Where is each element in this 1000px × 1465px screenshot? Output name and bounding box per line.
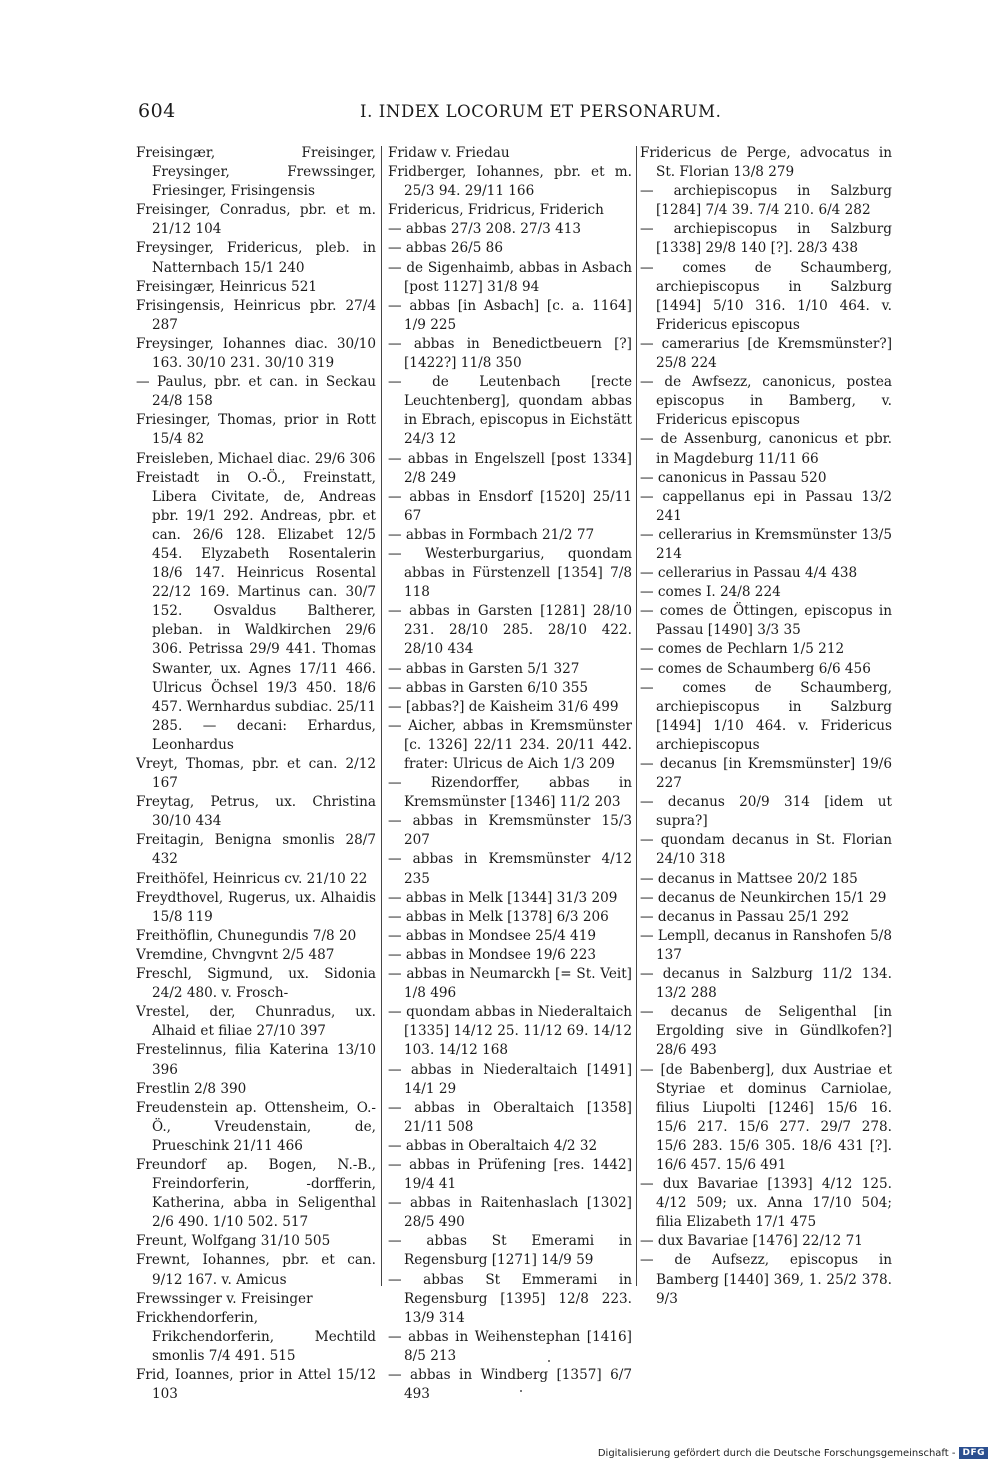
index-entry: — de Assenburg, canonicus et pbr. in Magdeburg 11/11 66 <box>640 431 892 467</box>
index-entry: Freudenstein ap. Ottensheim, O.-Ö., Vreudenstain, de, Prueschink 21/11 466 <box>136 1099 376 1154</box>
index-entry: Freisinger, Conradus, pbr. et m. 21/12 104 <box>136 202 376 238</box>
index-column-3 <box>640 144 892 1309</box>
index-entry: — decanus de Seligenthal [in Ergolding sive in Gündlkofen?] 28/6 493 <box>640 1004 892 1059</box>
index-column-2 <box>388 144 632 1404</box>
index-entry: — cappellanus epi in Passau 13/2 241 <box>640 488 892 524</box>
index-entry: — [de Babenberg], dux Austriae et Styriae et dominus Carniolae, filius Liupolti [1246] 15/6 16. 15/6 217. 15/6 277. 29/7 278. 15/6 283. 15/6 305. 18/6 431 [?]. 16/6 457. 15/6 491 <box>640 1061 892 1173</box>
index-entry: Frewnt, Iohannes, pbr. et can. 9/12 167. v. Amicus <box>136 1252 376 1288</box>
index-entry: — abbas in Garsten 5/1 327 <box>388 660 580 677</box>
index-entry: Freisingær, Freisinger, Freysinger, Frewssinger, Friesinger, Frisingensis <box>136 145 376 200</box>
index-entry: Freundorf ap. Bogen, N.-B., Freindorferin, -dorfferin, Katherina, abba in Seligenthal 2/6 490. 1/10 502. 517 <box>136 1156 376 1231</box>
index-entry: — de Leutenbach [recte Leuchtenberg], quondam abbas in Ebrach, episcopus in Eichstätt 24/3 12 <box>388 374 632 448</box>
index-entry: — abbas in Melk [1344] 31/3 209 <box>388 889 618 906</box>
footer-credit <box>598 1447 988 1459</box>
index-entry: — Rizendorffer, abbas in Kremsmünster [1346] 11/2 203 <box>388 775 632 811</box>
index-entry: — quondam abbas in Niederaltaich [1335] 14/12 25. 11/12 69. 14/12 103. 14/12 168 <box>388 1004 632 1059</box>
index-entry: — comes I. 24/8 224 <box>640 584 781 601</box>
column-divider-2 <box>636 146 637 1286</box>
index-entry: Freytag, Petrus, ux. Christina 30/10 434 <box>136 794 376 830</box>
index-entry: Fridericus de Perge, advocatus in St. Florian 13/8 279 <box>640 145 892 181</box>
index-entry: — abbas in Windberg [1357] 6/7 493 <box>388 1367 632 1403</box>
index-entry: — de Sigenhaimb, abbas in Asbach [post 1127] 31/8 94 <box>388 259 632 295</box>
index-entry: — decanus in Mattsee 20/2 185 <box>640 870 858 887</box>
index-entry: — abbas in Mondsee 25/4 419 <box>388 927 596 944</box>
index-entry: — dux Bavariae [1393] 4/12 125. 4/12 509; ux. Anna 17/10 504; filia Elizabeth 17/1 475 <box>640 1176 892 1231</box>
index-entry: — Aicher, abbas in Kremsmünster [c. 1326] 22/11 234. 20/11 442. frater: Ulricus de Aich 1/3 209 <box>388 717 632 772</box>
index-entry: — abbas in Ensdorf [1520] 25/11 67 <box>388 488 632 524</box>
index-entry: Frestelinnus, filia Katerina 13/10 396 <box>136 1042 376 1078</box>
index-entry: Vreyt, Thomas, pbr. et can. 2/12 167 <box>136 756 376 792</box>
index-entry: — abbas in Raitenhaslach [1302] 28/5 490 <box>388 1195 632 1231</box>
index-entry: — archiepiscopus in Salzburg [1284] 7/4 39. 7/4 210. 6/4 282 <box>640 183 892 219</box>
footer-text: Digitalisierung gefördert durch die Deutsche Forschungsgemeinschaft - <box>597 1447 956 1459</box>
index-entry: Freunt, Wolfgang 31/10 505 <box>136 1233 331 1250</box>
index-entry: Freschl, Sigmund, ux. Sidonia 24/2 480. v. Frosch- <box>136 966 376 1002</box>
running-title: I. INDEX LOCORUM ET PERSONARUM. <box>360 102 722 121</box>
index-entry: Vremdine, Chvngvnt 2/5 487 <box>136 946 335 963</box>
index-entry: — de Aufsezz, episcopus in Bamberg [1440] 369, 1. 25/2 378. 9/3 <box>640 1252 892 1307</box>
index-entry: Frid, Ioannes, prior in Attel 15/12 103 <box>136 1367 376 1403</box>
index-entry: — de Awfsezz, canonicus, postea episcopus in Bamberg, v. Fridericus episcopus <box>640 374 892 429</box>
index-entry: — abbas 26/5 86 <box>388 240 503 257</box>
index-entry: Frestlin 2/8 390 <box>136 1080 247 1097</box>
column-divider-1 <box>381 146 382 1286</box>
dfg-logo: DFG <box>959 1447 988 1459</box>
index-entry: Frisingensis, Heinricus pbr. 27/4 287 <box>136 297 376 333</box>
index-entry: — abbas in Neumarckh [= St. Veit] 1/8 496 <box>388 966 632 1002</box>
index-entry: — decanus in Passau 25/1 292 <box>640 908 850 925</box>
scan-speck <box>520 1390 522 1392</box>
index-entry: Frewssinger v. Freisinger <box>136 1290 313 1307</box>
index-entry: Vrestel, der, Chunradus, ux. Alhaid et filiae 27/10 397 <box>136 1004 376 1040</box>
index-entry: — abbas St Emerami in Regensburg [1271] 14/9 59 <box>388 1233 632 1269</box>
index-entry: — dux Bavariae [1476] 22/12 71 <box>640 1233 863 1250</box>
index-entry: Fridaw v. Friedau <box>388 145 510 161</box>
index-entry: — cellerarius in Passau 4/4 438 <box>640 565 858 582</box>
index-entry: — [abbas?] de Kaisheim 31/6 499 <box>388 698 619 715</box>
index-entry: — comes de Öttingen, episcopus in Passau [1490] 3/3 35 <box>640 603 892 639</box>
index-entry: Friesinger, Thomas, prior in Rott 15/4 82 <box>136 412 376 448</box>
index-entry: — quondam decanus in St. Florian 24/10 318 <box>640 832 892 868</box>
index-entry: — abbas in Oberaltaich [1358] 21/11 508 <box>388 1099 632 1135</box>
index-entry: Freitagin, Benigna smonlis 28/7 432 <box>136 832 376 868</box>
index-entry: — comes de Pechlarn 1/5 212 <box>640 641 845 658</box>
index-entry: — abbas in Prüfening [res. 1442] 19/4 41 <box>388 1156 632 1193</box>
page-number: 604 <box>138 100 176 122</box>
index-entry: — abbas in Engelszell [post 1334] 2/8 249 <box>388 450 632 486</box>
index-entry: — comes de Schaumberg, archiepiscopus in Salzburg [1494] 1/10 464. v. Fridericus archiepiscopus <box>640 679 892 753</box>
index-entry: — abbas in Garsten 6/10 355 <box>388 679 589 696</box>
index-entry: Freithöflin, Chunegundis 7/8 20 <box>136 927 357 944</box>
index-entry: — archiepiscopus in Salzburg [1338] 29/8 140 [?]. 28/3 438 <box>640 221 892 257</box>
index-entry: Freisingær, Heinricus 521 <box>136 278 317 295</box>
index-entry: — abbas in Oberaltaich 4/2 32 <box>388 1137 598 1154</box>
index-entry: — Westerburgarius, quondam abbas in Fürstenzell [1354] 7/8 118 <box>388 545 632 601</box>
index-entry: — decanus in Salzburg 11/2 134. 13/2 288 <box>640 966 892 1002</box>
index-entry: Freysinger, Iohannes diac. 30/10 163. 30/10 231. 30/10 319 <box>136 335 376 372</box>
index-entry: Freistadt in O.-Ö., Freinstatt, Libera Civitate, de, Andreas pbr. 19/1 292. Andreas, pbr. et can. 26/6 128. Elizabet 12/5 454. Elyzabeth Rosentalerin 18/6 147. Heinricus Rosental 22/12 169. Martinus can. 30/7 152. Osvaldus Baltherer, pleban. in Waldkirchen 29/6 306. Petrissa 29/9 441. Thomas Swanter, ux. Agnes 17/11 466. Ulricus Öchsel 19/3 450. 18/6 457. Wernhardus subdiac. 25/11 285. — decani: Erhardus, Leonhardus <box>136 469 376 753</box>
index-entry: — abbas in Garsten [1281] 28/10 231. 28/10 285. 28/10 422. 28/10 434 <box>388 603 632 658</box>
index-entry: — abbas in Melk [1378] 6/3 206 <box>388 908 609 925</box>
index-entry: — abbas in Benedictbeuern [?] [1422?] 11/8 350 <box>388 335 632 372</box>
index-entry: Freisleben, Michael diac. 29/6 306 <box>136 450 376 467</box>
index-entry: — Lempll, decanus in Ranshofen 5/8 137 <box>640 927 892 963</box>
index-entry: — cellerarius in Kremsmünster 13/5 214 <box>640 526 892 562</box>
index-entry: — abbas [in Asbach] [c. a. 1164] 1/9 225 <box>388 297 632 333</box>
index-entry: — decanus de Neunkirchen 15/1 29 <box>640 889 887 906</box>
index-entry: Freithöfel, Heinricus cv. 21/10 22 <box>136 870 368 887</box>
index-entry: — canonicus in Passau 520 <box>640 469 827 486</box>
index-entry: — abbas in Formbach 21/2 77 <box>388 526 595 543</box>
scan-speck <box>548 1360 550 1362</box>
index-entry: — Paulus, pbr. et can. in Seckau 24/8 158 <box>136 374 376 410</box>
index-entry: — camerarius [de Kremsmünster?] 25/8 224 <box>640 335 892 372</box>
index-entry: Fridericus, Fridricus, Friderich <box>388 202 604 219</box>
index-entry: — abbas in Kremsmünster 4/12 235 <box>388 851 632 887</box>
index-entry: — comes de Schaumberg, archiepiscopus in Salzburg [1494] 5/10 316. 1/10 464. v. Fridericus episcopus <box>640 259 892 333</box>
index-entry: Freydthovel, Rugerus, ux. Alhaidis 15/8 119 <box>136 889 376 925</box>
index-entry: — abbas in Mondsee 19/6 223 <box>388 946 596 963</box>
index-entry: — comes de Schaumberg 6/6 456 <box>640 660 871 677</box>
index-entry: — abbas in Kremsmünster 15/3 207 <box>388 813 632 849</box>
page-header <box>138 100 890 130</box>
index-entry: Fridberger, Iohannes, pbr. et m. 25/3 94. 29/11 166 <box>388 164 632 200</box>
index-entry: — decanus 20/9 314 [idem ut supra?] <box>640 794 892 830</box>
index-entry: — abbas in Niederaltaich [1491] 14/1 29 <box>388 1061 632 1097</box>
index-entry: — abbas St Emmerami in Regensburg [1395] 12/8 223. 13/9 314 <box>388 1271 632 1326</box>
index-entry: Frickhendorferin, Frikchendorferin, Mechtild smonlis 7/4 491. 515 <box>136 1309 376 1364</box>
index-column-1 <box>136 144 376 1404</box>
index-entry: Freysinger, Fridericus, pleb. in Natternbach 15/1 240 <box>136 240 376 276</box>
index-entry: — abbas in Weihenstephan [1416] 8/5 213 <box>388 1328 632 1364</box>
index-entry: — abbas 27/3 208. 27/3 413 <box>388 221 582 238</box>
index-entry: — decanus [in Kremsmünster] 19/6 227 <box>640 756 892 792</box>
